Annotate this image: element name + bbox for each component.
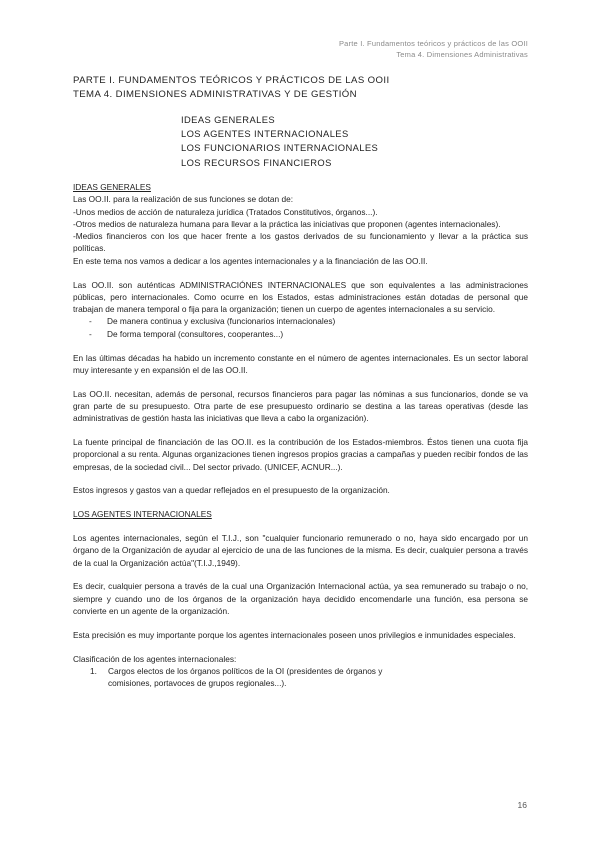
number-marker: 1. <box>90 665 97 676</box>
numbered-item-line: Cargos electos de los órganos políticos de la OI (presidentes de órganos y <box>108 665 383 676</box>
document-title <box>73 74 390 101</box>
dash-text: De manera continua y exclusiva (funcionarios internacionales) <box>107 316 336 327</box>
running-header <box>339 38 528 60</box>
header-line-2: Tema 4. Dimensiones Administrativas <box>396 50 528 59</box>
toc-item: LOS RECURSOS FINANCIEROS <box>181 156 332 168</box>
dash-list-item <box>89 315 528 327</box>
section-1-intro-block <box>73 193 528 267</box>
paragraph: Las OO.II. son auténticas ADMINISTRACIÓNES INTERNACIONALES que son equivalentes a las administraciones públicas, pero internacionales. Como ocurre en los Estados, estas administraciones están dotadas de personal que trabajan de manera temporal o fija para la organización; tienen un cuerpo de agentes internacionales a su servicio. <box>73 279 528 315</box>
dash-marker: - <box>89 316 92 327</box>
toc-item: LOS FUNCIONARIOS INTERNACIONALES <box>181 142 379 154</box>
paragraph: En las últimas décadas ha habido un incremento constante en el número de agentes internacionales. Es un sector laboral muy interesante y en expansión el de las OO.II. <box>73 352 528 375</box>
section-heading-ideas-generales: IDEAS GENERALES <box>73 182 151 192</box>
list-item: -Unos medios de acción de naturaleza jurídica (Tratados Constitutivos, órganos...). <box>73 206 378 217</box>
paragraph: Esta precisión es muy importante porque los agentes internacionales poseen unos privilegios e inmunidades especiales. <box>73 629 516 640</box>
paragraph: Estos ingresos y gastos van a quedar reflejados en el presupuesto de la organización. <box>73 485 390 496</box>
list-item: -Otros medios de naturaleza humana para llevar a la práctica las iniciativas que proponen (agentes internacionales). <box>73 218 501 229</box>
list-item: -Medios financieros con los que hacer frente a los gastos derivados de su funcionamiento y llevar a la práctica sus políticas. <box>73 231 528 254</box>
dash-marker: - <box>89 328 92 339</box>
dash-list-item <box>89 328 528 340</box>
paragraph: La fuente principal de financiación de las OO.II. es la contribución de los Estados-miembros. Éstos tienen una cuota fija proporcional a su renta. Algunas organizaciones tienen ingresos propios gracias a campañas y pueden recibir fondos de las empresas, de la sociedad civil... Del sector privado. (UNICEF, ACNUR...). <box>73 437 528 472</box>
paragraph: Las OO.II. para la realización de sus funciones se dotan de: <box>73 194 293 205</box>
document-body <box>73 181 528 690</box>
toc-item: IDEAS GENERALES <box>181 114 276 125</box>
page-number: 16 <box>517 800 527 810</box>
paragraph: Los agentes internacionales, según el T.I.J., son "cualquier funcionario remunerado o no, haya sido encargado por un órgano de la Organización de ayudar al ejercicio de una de las funciones de la misma. Es decir, cualquier persona a través de la cual la Organización actúa"(T.I.J.,1949). <box>73 533 528 568</box>
numbered-item-line: comisiones, portavoces de grupos regionales...). <box>108 678 287 689</box>
numbered-list-item <box>90 665 528 690</box>
paragraph: Las OO.II. necesitan, además de personal, recursos financieros para pagar las nóminas a sus funcionarios, donde se va gran parte de su presupuesto. Otra parte de ese presupuesto ordinario se destina a las tareas operativas (desde las administrativas de gestión hasta las iniciativas que lleva a cabo la organización). <box>73 388 528 424</box>
paragraph: Es decir, cualquier persona a través de la cual una Organización Internacional actúa, ya sea remunerado su trabajo o no, siempre y cuando uno de los órganos de la organización haya decidido encomendarle una función, esa persona se convierte en un agente de la organización. <box>73 581 528 617</box>
title-line-2: TEMA 4. DIMENSIONES ADMINISTRATIVAS Y DE GESTIÓN <box>73 88 357 100</box>
paragraph: En este tema nos vamos a dedicar a los agentes internacionales y a la financiación de las OO.II. <box>73 255 428 266</box>
numbered-item-text <box>108 665 382 690</box>
dash-text: De forma temporal (consultores, cooperantes...) <box>107 328 284 339</box>
classification-title: Clasificación de los agentes internacionales: <box>73 653 237 664</box>
title-line-1: PARTE I. FUNDAMENTOS TEÓRICOS Y PRÁCTICOS DE LAS OOII <box>73 75 390 86</box>
table-of-contents <box>181 113 378 170</box>
toc-item: LOS AGENTES INTERNACIONALES <box>181 128 349 140</box>
header-line-1: Parte I. Fundamentos teóricos y prácticos de las OOII <box>338 39 528 48</box>
section-heading-agentes: LOS AGENTES INTERNACIONALES <box>73 509 212 520</box>
